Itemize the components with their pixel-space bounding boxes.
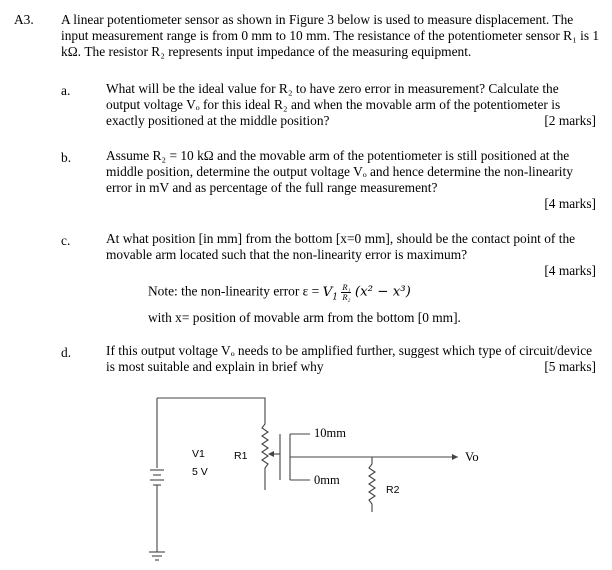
top-mark-label: 10mm bbox=[314, 426, 346, 440]
question-intro: A linear potentiometer sensor as shown in Figure 3 below is used to measure displacement. The input measurement range is from 0 mm to 10 mm. The resistance of the potentiometer sensor R₁ is 1 kΩ. The resistor R₂ represents input impedance of the measuring equipment. bbox=[61, 12, 600, 59]
v1-label: V1 bbox=[192, 448, 205, 460]
r1-label: R1 bbox=[234, 450, 248, 462]
note-fraction: $\frac{\text{R₁}}{\text{R₂}}$ bbox=[342, 282, 351, 302]
note-prefix: Note: the non-linearity error ε = bbox=[148, 283, 323, 299]
part-a-text: What will be the ideal value for R₂ to have zero error in measurement? Calculate the output voltage Vₒ for this ideal R₂ and when the movable arm of the potentiometer is exactly positioned at the middle position? bbox=[106, 81, 561, 128]
question-number: A3. bbox=[14, 12, 34, 27]
part-c-label: c. bbox=[61, 233, 71, 248]
r1-resistor bbox=[262, 416, 268, 476]
part-b-marks: [4 marks] bbox=[544, 196, 596, 211]
note-line2: with x= position of movable arm from the bottom [0 mm]. bbox=[148, 310, 461, 325]
part-d-text: If this output voltage Vₒ needs to be amplified further, suggest which type of circuit/device is most suitable and explain in brief why bbox=[106, 343, 593, 374]
note-v1: $V_1$ bbox=[322, 284, 338, 303]
part-d-marks: [5 marks] bbox=[544, 359, 596, 374]
bottom-mark-label: 0mm bbox=[314, 473, 340, 487]
note-polynomial: (x² − x³) bbox=[354, 284, 411, 300]
part-b-text: Assume R₂ = 10 kΩ and the movable arm of the potentiometer is still positioned at the middle position, determine the output voltage Vₒ and hence determine the non-linearity error in mV and as percentage of the full range measurement? bbox=[106, 148, 573, 195]
v1-value: 5 V bbox=[192, 466, 208, 478]
top-wire bbox=[157, 398, 265, 416]
vo-label: Vo bbox=[465, 450, 479, 464]
part-c-marks: [4 marks] bbox=[544, 263, 596, 278]
part-c-text: At what position [in mm] from the bottom [x=0 mm], should be the contact point of the movable arm located such that the non-linearity error is maximum? bbox=[106, 231, 576, 262]
part-a-label: a. bbox=[61, 83, 71, 98]
r2-label: R2 bbox=[386, 484, 400, 496]
part-b-label: b. bbox=[61, 150, 72, 165]
part-a-marks: [2 marks] bbox=[544, 113, 596, 128]
part-d-label: d. bbox=[61, 345, 72, 360]
ground-symbol bbox=[149, 552, 165, 560]
r2-resistor bbox=[369, 457, 375, 512]
battery-symbol bbox=[150, 470, 164, 552]
